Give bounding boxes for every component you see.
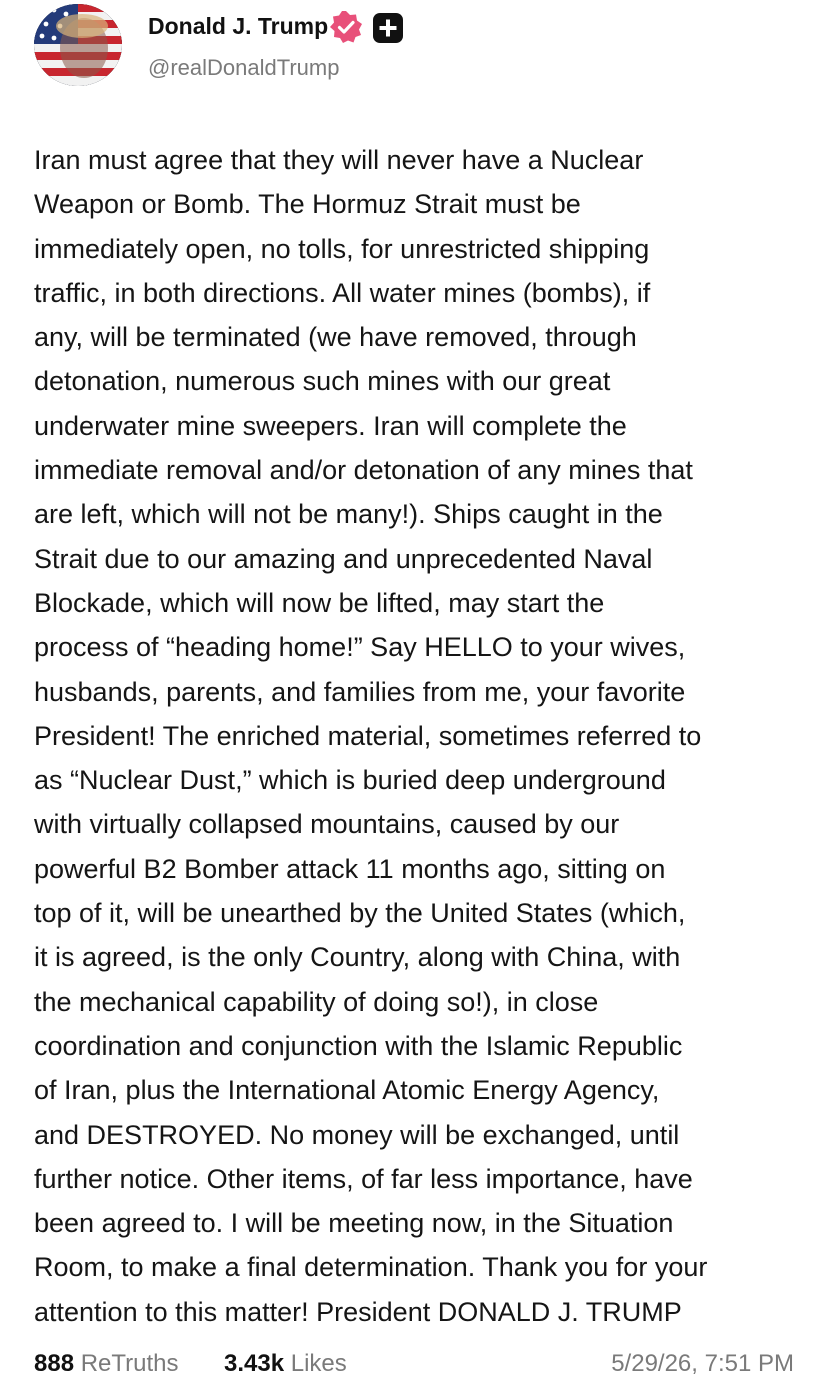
retruths-label: ReTruths [80, 1350, 179, 1377]
retruths-stat[interactable] [34, 1340, 179, 1388]
likes-stat[interactable] [224, 1340, 347, 1388]
verified-badge-icon [329, 10, 363, 44]
post-text-line: Blockade, which will now be lifted, may start the [34, 587, 605, 618]
avatar-image [34, 4, 122, 86]
post-text-line: are left, which will not be many!). Ships caught in the [34, 499, 663, 530]
author-display-name[interactable]: Donald J. Trump [148, 13, 329, 39]
post-text-line: with virtually collapsed mountains, caused by our [34, 809, 620, 840]
post-text-line: underwater mine sweepers. Iran will complete the [34, 410, 627, 441]
post-text-line: Room, to make a final determination. Thank you for your [34, 1252, 708, 1283]
likes-count: 3.43k [224, 1350, 285, 1377]
post-text [34, 138, 804, 1334]
post-timestamp[interactable]: 5/29/26, 7:51 PM [611, 1350, 794, 1377]
post-text-line: of Iran, plus the International Atomic Energy Agency, [34, 1075, 660, 1106]
post-text-line: detonation, numerous such mines with our great [34, 366, 611, 397]
post-text-line: immediately open, no tolls, for unrestricted shipping [34, 233, 650, 264]
post-text-line: process of “heading home!” Say HELLO to your wives, [34, 632, 686, 663]
likes-label: Likes [290, 1350, 347, 1377]
avatar[interactable] [34, 4, 122, 86]
author-handle[interactable]: @realDonaldTrump [148, 55, 340, 80]
post-text-line: Iran must agree that they will never have a Nuclear [34, 145, 644, 175]
retruths-count: 888 [34, 1350, 75, 1377]
post-text-line: powerful B2 Bomber attack 11 months ago, sitting on [34, 853, 666, 884]
post-stats-bar [0, 1340, 828, 1388]
post-header [0, 0, 828, 100]
post-text-line: further notice. Other items, of far less importance, have [34, 1163, 693, 1194]
post-text-line: coordination and conjunction with the Islamic Republic [34, 1030, 683, 1061]
post-text-line: as “Nuclear Dust,” which is buried deep underground [34, 765, 666, 796]
post-text-line: attention to this matter! President DONALD J. TRUMP [34, 1296, 682, 1327]
post-text-line: President! The enriched material, sometimes referred to [34, 720, 702, 751]
post-text-line: traffic, in both directions. All water mines (bombs), if [34, 277, 651, 308]
post-text-line: it is agreed, is the only Country, along with China, with [34, 942, 681, 973]
post-text-line: and DESTROYED. No money will be exchanged, until [34, 1119, 680, 1150]
post-text-line: any, will be terminated (we have removed, through [34, 322, 637, 353]
post-text-line: top of it, will be unearthed by the United States (which, [34, 898, 686, 929]
post-text-line: the mechanical capability of doing so!), in close [34, 986, 599, 1017]
post-text-line: Strait due to our amazing and unprecedented Naval [34, 543, 653, 574]
post-text-line: husbands, parents, and families from me, your favorite [34, 676, 686, 707]
post-text-line: immediate removal and/or detonation of any mines that [34, 455, 693, 486]
post-text-line: been agreed to. I will be meeting now, in the Situation [34, 1208, 674, 1239]
plus-icon [373, 13, 403, 43]
post-text-line: Weapon or Bomb. The Hormuz Strait must be [34, 189, 581, 220]
